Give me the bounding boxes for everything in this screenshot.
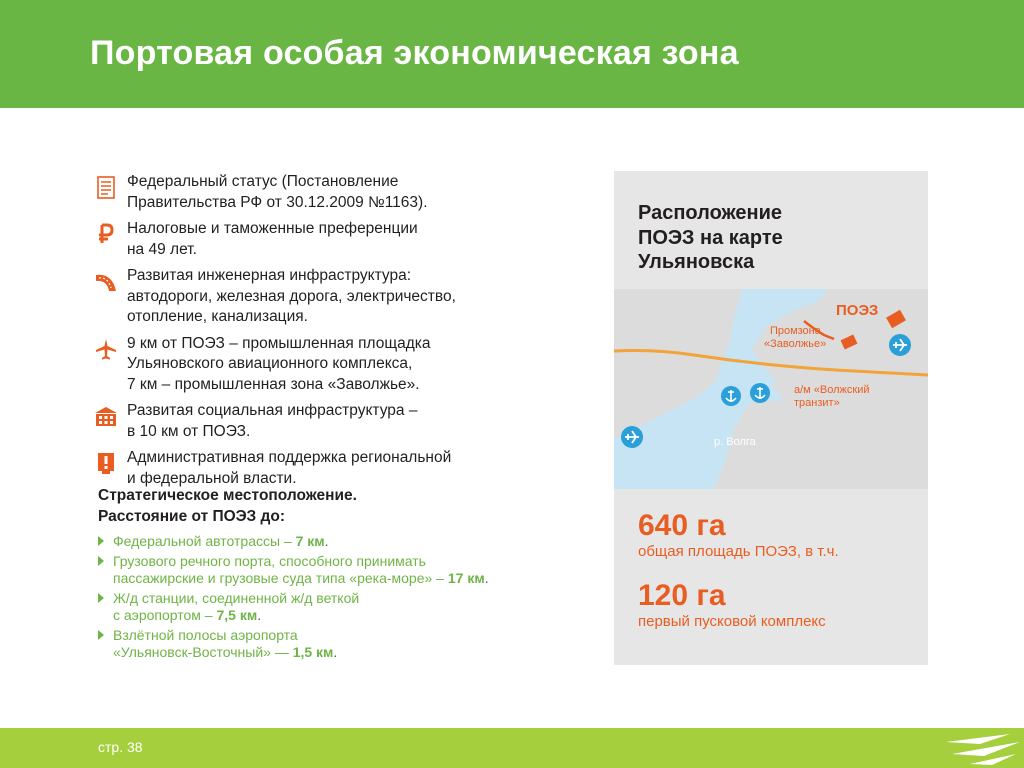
feature-item	[94, 334, 574, 396]
feature-text-line: Развитая социальная инфраструктура –	[127, 402, 418, 419]
strategic-title-line: Стратегическое местоположение.	[98, 487, 357, 504]
map-label-river: р. Волга	[714, 436, 756, 448]
feature-text-line: отопление, канализация.	[127, 308, 308, 325]
feature-text-line: 7 км – промышленная зона «Заволжье».	[127, 375, 420, 393]
location-map	[614, 289, 928, 489]
panel-title-line: Ульяновска	[638, 251, 755, 273]
feature-text-line: Налоговые и таможенные преференции	[127, 220, 418, 237]
airplane-icon	[94, 337, 118, 361]
panel-title-line: ПОЭЗ на карте	[638, 226, 783, 249]
strategic-location-title	[98, 486, 357, 527]
logo-swoosh-icon	[940, 728, 1024, 768]
airport-icon	[621, 426, 643, 448]
stat-value: 640 га	[638, 509, 726, 542]
feature-text-line: и федеральной власти.	[127, 469, 297, 487]
page-number: стр. 38	[98, 739, 143, 755]
distance-value: 7 км	[295, 533, 325, 549]
distance-item: Грузового речного порта, способного принимать пассажирские и грузовые суда типа «река-море» – 17 км.	[98, 553, 578, 587]
stat-total-area	[638, 509, 839, 561]
map-label-highway: транзит»	[794, 397, 840, 409]
feature-text-line: автодороги, железная дорога, электричество,	[127, 287, 456, 305]
distance-label: «Ульяновск-Восточный» —	[113, 644, 293, 660]
distance-item: Федеральной автотрассы – 7 км.	[98, 533, 578, 550]
feature-text-line: Административная поддержка региональной	[127, 449, 452, 466]
distance-label: Взлётной полосы аэропорта	[113, 627, 298, 643]
bullet-arrow-icon	[98, 593, 104, 603]
distance-list	[98, 533, 578, 664]
feature-item	[94, 448, 574, 489]
feature-item	[94, 219, 574, 260]
bullet-arrow-icon	[98, 556, 104, 566]
feature-list	[94, 172, 574, 495]
distance-value: 7,5 км	[216, 607, 258, 623]
feature-text-line: в 10 км от ПОЭЗ.	[127, 422, 251, 440]
distance-label: с аэропортом –	[113, 607, 217, 623]
distance-label: пассажирские и грузовые суда типа «река-море» –	[113, 570, 448, 586]
airport-icon	[889, 334, 911, 356]
distance-label: Федеральной автотрассы –	[113, 533, 296, 549]
distance-label: Ж/д станции, соединенной ж/д веткой	[113, 590, 360, 606]
distance-item: Ж/д станции, соединенной ж/д веткой с аэропортом – 7,5 км.	[98, 590, 578, 624]
bullet-arrow-icon	[98, 630, 104, 640]
stat-caption: первый пусковой комплекс	[638, 613, 826, 630]
stat-value: 120 га	[638, 579, 726, 612]
bullet-arrow-icon	[98, 536, 104, 546]
feature-item	[94, 266, 574, 328]
building-icon	[94, 404, 118, 428]
stat-caption: общая площадь ПОЭЗ, в т.ч.	[638, 543, 839, 560]
map-label-promzona: Промзона	[770, 325, 821, 337]
anchor-icon	[750, 383, 770, 403]
feature-text-line: Развитая инженерная инфраструктура:	[127, 267, 412, 284]
feature-text-line: Правительства РФ от 30.12.2009 №1163).	[127, 193, 428, 211]
alert-icon	[94, 451, 118, 475]
header-bar	[0, 0, 1024, 108]
map-label-promzona: «Заволжье»	[764, 338, 827, 350]
distance-label: Грузового речного порта, способного принимать	[113, 553, 426, 569]
feature-item	[94, 401, 574, 442]
location-panel	[614, 171, 928, 665]
panel-title	[638, 201, 783, 275]
distance-value: 1,5 км	[292, 644, 334, 660]
page-title: Портовая особая экономическая зона	[90, 34, 739, 72]
distance-item: Взлётной полосы аэропорта «Ульяновск-Восточный» — 1,5 км.	[98, 627, 578, 661]
distance-value: 17 км	[447, 570, 485, 586]
feature-text-line: Федеральный статус (Постановление	[127, 173, 399, 190]
stat-first-phase	[638, 579, 826, 631]
road-icon	[94, 269, 118, 293]
panel-title-line: Расположение	[638, 202, 783, 224]
map-label-highway: а/м «Волжский	[794, 384, 870, 396]
strategic-title-line: Расстояние от ПОЭЗ до:	[98, 507, 285, 525]
anchor-icon	[721, 386, 741, 406]
feature-item	[94, 172, 574, 213]
feature-text-line: Ульяновского авиационного комплекса,	[127, 355, 413, 372]
feature-text-line: 9 км от ПОЭЗ – промышленная площадка	[127, 334, 431, 352]
document-icon	[94, 175, 118, 199]
footer-bar	[0, 728, 1024, 768]
feature-text-line: на 49 лет.	[127, 240, 197, 258]
map-label-poez: ПОЭЗ	[836, 302, 879, 319]
ruble-icon	[94, 222, 118, 246]
